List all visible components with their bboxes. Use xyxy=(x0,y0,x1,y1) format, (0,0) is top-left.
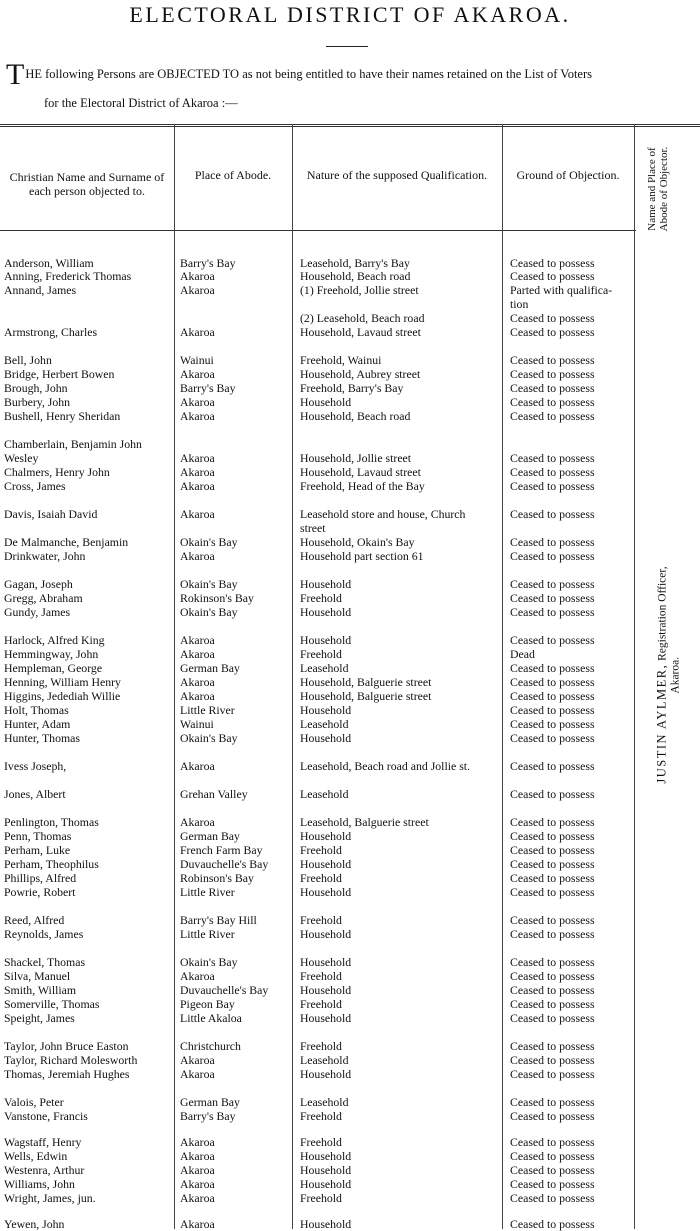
ground-cell: Ceased to possess xyxy=(510,1191,595,1205)
name-cell: Phillips, Alfred xyxy=(4,871,77,885)
abode-cell: Akaroa xyxy=(180,1191,215,1205)
table-row xyxy=(0,507,620,521)
ground-cell: Ceased to possess xyxy=(510,829,595,843)
abode-cell: Wainui xyxy=(180,353,214,367)
table-row xyxy=(0,311,620,325)
table-row xyxy=(0,815,620,829)
abode-cell: German Bay xyxy=(180,661,240,675)
ground-cell: Ceased to possess xyxy=(510,1053,595,1067)
objector-signature xyxy=(614,560,700,790)
table-row xyxy=(0,381,620,395)
table-row xyxy=(0,955,620,969)
name-cell: Perham, Theophilus xyxy=(4,857,99,871)
ground-cell: Ceased to possess xyxy=(510,1109,595,1123)
abode-cell: Akaroa xyxy=(180,367,215,381)
qualification-cell: Leasehold xyxy=(300,787,349,801)
name-cell: Somerville, Thomas xyxy=(4,997,100,1011)
ground-cell: Dead xyxy=(510,647,535,661)
qualification-cell: Freehold, Head of the Bay xyxy=(300,479,425,493)
name-cell: Penlington, Thomas xyxy=(4,815,99,829)
name-cell: Bell, John xyxy=(4,353,52,367)
ground-cell: Ceased to possess xyxy=(510,381,595,395)
ground-cell: Ceased to possess xyxy=(510,577,595,591)
ground-cell: Ceased to possess xyxy=(510,857,595,871)
table-row xyxy=(0,759,620,773)
ground-cell: Ceased to possess xyxy=(510,1067,595,1081)
ground-cell: tion xyxy=(510,297,529,311)
qualification-cell: Leasehold store and house, Church xyxy=(300,507,466,521)
qualification-cell: Household xyxy=(300,605,352,619)
name-cell: Valois, Peter xyxy=(4,1095,64,1109)
qualification-cell: Freehold xyxy=(300,1191,342,1205)
table-row xyxy=(0,1039,620,1053)
name-cell: Reynolds, James xyxy=(4,927,84,941)
qualification-cell: Household xyxy=(300,633,352,647)
name-cell: Hempleman, George xyxy=(4,661,103,675)
ground-cell: Ceased to possess xyxy=(510,1095,595,1109)
intro-line-2: for the Electoral District of Akaroa :— xyxy=(44,96,238,110)
name-cell: Gagan, Joseph xyxy=(4,577,73,591)
qualification-cell: Freehold xyxy=(300,843,342,857)
table-row xyxy=(0,409,620,423)
table-row xyxy=(0,787,620,801)
name-cell: Brough, John xyxy=(4,381,68,395)
abode-cell: Akaroa xyxy=(180,969,215,983)
abode-cell: Barry's Bay xyxy=(180,256,236,270)
name-cell: Anderson, William xyxy=(4,256,94,270)
qualification-cell: Household xyxy=(300,857,352,871)
table-row xyxy=(0,479,620,493)
ground-cell: Ceased to possess xyxy=(510,661,595,675)
abode-cell: German Bay xyxy=(180,1095,240,1109)
ground-cell: Ceased to possess xyxy=(510,969,595,983)
abode-cell: Okain's Bay xyxy=(180,955,238,969)
header-objector: Name and Place of Abode of Objector. xyxy=(646,146,670,232)
ground-cell: Ceased to possess xyxy=(510,787,595,801)
header-top-rule-2 xyxy=(0,126,700,127)
abode-cell: Akaroa xyxy=(180,675,215,689)
table-row xyxy=(0,717,620,731)
name-cell: Thomas, Jeremiah Hughes xyxy=(4,1067,130,1081)
header-bottom-rule xyxy=(0,230,636,231)
name-cell: Armstrong, Charles xyxy=(4,325,98,339)
table-row xyxy=(0,1109,620,1123)
qualification-cell: Freehold xyxy=(300,1135,342,1149)
name-cell: Bridge, Herbert Bowen xyxy=(4,367,115,381)
table-row xyxy=(0,535,620,549)
qualification-cell: Household xyxy=(300,1217,352,1231)
ground-cell: Ceased to possess xyxy=(510,1177,595,1191)
abode-cell: Okain's Bay xyxy=(180,605,238,619)
name-cell: Holt, Thomas xyxy=(4,703,69,717)
ground-cell: Ceased to possess xyxy=(510,1217,595,1231)
qualification-cell: Leasehold, Balguerie street xyxy=(300,815,429,829)
abode-cell: Little Akaloa xyxy=(180,1011,242,1025)
name-cell: Wells, Edwin xyxy=(4,1149,68,1163)
abode-cell: Barry's Bay Hill xyxy=(180,913,257,927)
qualification-cell: Freehold xyxy=(300,969,342,983)
ground-cell: Ceased to possess xyxy=(510,605,595,619)
ground-cell: Ceased to possess xyxy=(510,759,595,773)
table-row xyxy=(0,437,620,451)
table-row xyxy=(0,871,620,885)
name-cell: Smith, William xyxy=(4,983,77,997)
ground-cell: Ceased to possess xyxy=(510,269,595,283)
name-cell: Williams, John xyxy=(4,1177,75,1191)
abode-cell: Robinson's Bay xyxy=(180,871,254,885)
name-cell: Vanstone, Francis xyxy=(4,1109,88,1123)
ground-cell: Ceased to possess xyxy=(510,703,595,717)
table-row xyxy=(0,927,620,941)
qualification-cell: Leasehold xyxy=(300,1053,349,1067)
abode-cell: Akaroa xyxy=(180,633,215,647)
name-cell: Silva, Manuel xyxy=(4,969,71,983)
qualification-cell: Leasehold, Beach road and Jollie st. xyxy=(300,759,471,773)
table-row xyxy=(0,731,620,745)
qualification-cell: (1) Freehold, Jollie street xyxy=(300,283,419,297)
qualification-cell: Freehold xyxy=(300,997,342,1011)
abode-cell: Akaroa xyxy=(180,465,215,479)
name-cell: De Malmanche, Benjamin xyxy=(4,535,129,549)
qualification-cell: Freehold, Wainui xyxy=(300,353,382,367)
ground-cell: Ceased to possess xyxy=(510,1163,595,1177)
ground-cell: Ceased to possess xyxy=(510,535,595,549)
table-row xyxy=(0,283,620,297)
abode-cell: Little River xyxy=(180,703,235,717)
table-row xyxy=(0,675,620,689)
ground-cell: Ceased to possess xyxy=(510,885,595,899)
header-ground: Ground of Objection. xyxy=(516,168,620,182)
table-row xyxy=(0,689,620,703)
abode-cell: Akaroa xyxy=(180,395,215,409)
ground-cell: Ceased to possess xyxy=(510,479,595,493)
abode-cell: Pigeon Bay xyxy=(180,997,235,1011)
name-cell: Cross, James xyxy=(4,479,66,493)
table-row xyxy=(0,297,620,311)
abode-cell: Akaroa xyxy=(180,451,215,465)
table-row xyxy=(0,1067,620,1081)
abode-cell: Okain's Bay xyxy=(180,535,238,549)
name-cell: Ivess Joseph, xyxy=(4,759,67,773)
table-row xyxy=(0,661,620,675)
name-cell: Penn, Thomas xyxy=(4,829,72,843)
qualification-cell: Household xyxy=(300,1067,352,1081)
table-row xyxy=(0,353,620,367)
ground-cell: Ceased to possess xyxy=(510,927,595,941)
abode-cell: Akaroa xyxy=(180,549,215,563)
ground-cell: Ceased to possess xyxy=(510,395,595,409)
table-row xyxy=(0,983,620,997)
ground-cell: Ceased to possess xyxy=(510,913,595,927)
abode-cell: Wainui xyxy=(180,717,214,731)
name-cell: Gregg, Abraham xyxy=(4,591,83,605)
ground-cell: Ceased to possess xyxy=(510,367,595,381)
ground-cell: Ceased to possess xyxy=(510,675,595,689)
qualification-cell: Freehold xyxy=(300,647,342,661)
qualification-cell: Household, Lavaud street xyxy=(300,325,421,339)
table-row xyxy=(0,1011,620,1025)
abode-cell: Duvauchelle's Bay xyxy=(180,857,269,871)
qualification-cell: Leasehold xyxy=(300,1095,349,1109)
name-cell: Chalmers, Henry John xyxy=(4,465,110,479)
name-cell: Hemmingway, John xyxy=(4,647,99,661)
abode-cell: Akaroa xyxy=(180,1217,215,1231)
table-row xyxy=(0,1135,620,1149)
objector-place: Akaroa. xyxy=(669,656,682,694)
abode-cell: Akaroa xyxy=(180,1135,215,1149)
ground-cell: Ceased to possess xyxy=(510,843,595,857)
table-row xyxy=(0,1191,620,1205)
qualification-cell: Household, Aubrey street xyxy=(300,367,421,381)
ground-cell: Ceased to possess xyxy=(510,815,595,829)
name-cell: Bushell, Henry Sheridan xyxy=(4,409,121,423)
table-row xyxy=(0,633,620,647)
abode-cell: Little River xyxy=(180,927,235,941)
abode-cell: Akaroa xyxy=(180,1163,215,1177)
qualification-cell: Household, Balguerie street xyxy=(300,675,432,689)
abode-cell: Akaroa xyxy=(180,1149,215,1163)
header-qualification: Nature of the supposed Qualification. xyxy=(306,168,488,182)
qualification-cell: Freehold xyxy=(300,1039,342,1053)
abode-cell: Akaroa xyxy=(180,647,215,661)
title-rule xyxy=(326,46,368,47)
table-row xyxy=(0,843,620,857)
name-cell: Gundy, James xyxy=(4,605,71,619)
ground-cell: Ceased to possess xyxy=(510,465,595,479)
page-title: ELECTORAL DISTRICT OF AKAROA. xyxy=(129,2,571,27)
ground-cell: Ceased to possess xyxy=(510,311,595,325)
qualification-cell: Household, Lavaud street xyxy=(300,465,421,479)
name-cell: Henning, William Henry xyxy=(4,675,121,689)
table-row xyxy=(0,997,620,1011)
qualification-cell: Household, Okain's Bay xyxy=(300,535,415,549)
qualification-cell: Household xyxy=(300,955,352,969)
abode-cell: Grehan Valley xyxy=(180,787,248,801)
table-row xyxy=(0,885,620,899)
qualification-cell: Freehold, Barry's Bay xyxy=(300,381,404,395)
qualification-cell: Leasehold xyxy=(300,717,349,731)
abode-cell: Akaroa xyxy=(180,815,215,829)
table-row xyxy=(0,1177,620,1191)
name-cell: Hunter, Adam xyxy=(4,717,71,731)
table-row xyxy=(0,549,620,563)
intro-text: HE following Persons are OBJECTED TO as not being entitled to have their names retained on the List of Voters xyxy=(25,67,593,81)
abode-cell: Akaroa xyxy=(180,1177,215,1191)
name-cell: Annand, James xyxy=(4,283,77,297)
qualification-cell: Leasehold xyxy=(300,661,349,675)
qualification-cell: Household xyxy=(300,983,352,997)
abode-cell: Akaroa xyxy=(180,479,215,493)
table-row xyxy=(0,829,620,843)
table-row xyxy=(0,1163,620,1177)
name-cell: Taylor, Richard Molesworth xyxy=(4,1053,138,1067)
name-cell: Anning, Frederick Thomas xyxy=(4,269,132,283)
header-top-rule xyxy=(0,124,700,125)
name-cell: Hunter, Thomas xyxy=(4,731,80,745)
ground-cell: Ceased to possess xyxy=(510,717,595,731)
ground-cell: Ceased to possess xyxy=(510,731,595,745)
ground-cell: Ceased to possess xyxy=(510,256,595,270)
abode-cell: Akaroa xyxy=(180,1067,215,1081)
qualification-cell: Household xyxy=(300,577,352,591)
abode-cell: Akaroa xyxy=(180,325,215,339)
name-cell: Jones, Albert xyxy=(4,787,66,801)
table-row xyxy=(0,703,620,717)
qualification-cell: Household xyxy=(300,927,352,941)
table-row xyxy=(0,465,620,479)
header-abode: Place of Abode. xyxy=(194,168,272,182)
ground-cell: Ceased to possess xyxy=(510,507,595,521)
qualification-cell: Household xyxy=(300,731,352,745)
ground-cell: Ceased to possess xyxy=(510,1011,595,1025)
qualification-cell: Household xyxy=(300,1011,352,1025)
abode-cell: Duvauchelle's Bay xyxy=(180,983,269,997)
name-cell: Burbery, John xyxy=(4,395,71,409)
ground-cell: Ceased to possess xyxy=(510,983,595,997)
name-cell: Yewen, John xyxy=(4,1217,65,1231)
name-cell: Speight, James xyxy=(4,1011,75,1025)
abode-cell: Akaroa xyxy=(180,269,215,283)
table-row xyxy=(0,269,620,283)
qualification-cell: Household xyxy=(300,885,352,899)
name-cell: Reed, Alfred xyxy=(4,913,65,927)
ground-cell: Ceased to possess xyxy=(510,591,595,605)
table-row xyxy=(0,1149,620,1163)
abode-cell: Barry's Bay xyxy=(180,381,236,395)
qualification-cell: Household xyxy=(300,1163,352,1177)
table-row xyxy=(0,857,620,871)
qualification-cell: Household, Beach road xyxy=(300,269,411,283)
table-row xyxy=(0,577,620,591)
ground-cell: Ceased to possess xyxy=(510,955,595,969)
table-row xyxy=(0,1095,620,1109)
abode-cell: Okain's Bay xyxy=(180,577,238,591)
qualification-cell: Leasehold, Barry's Bay xyxy=(300,256,410,270)
ground-cell: Ceased to possess xyxy=(510,871,595,885)
qualification-cell: Household part section 61 xyxy=(300,549,424,563)
abode-cell: Barry's Bay xyxy=(180,1109,236,1123)
ground-cell: Ceased to possess xyxy=(510,325,595,339)
table-row xyxy=(0,605,620,619)
abode-cell: Akaroa xyxy=(180,409,215,423)
ground-cell: Ceased to possess xyxy=(510,451,595,465)
objector-title: Registration Officer, xyxy=(656,566,669,661)
drop-cap: T xyxy=(6,58,25,91)
table-row xyxy=(0,367,620,381)
qualification-cell: Freehold xyxy=(300,913,342,927)
qualification-cell: (2) Leasehold, Beach road xyxy=(300,311,425,325)
abode-cell: German Bay xyxy=(180,829,240,843)
ground-cell: Ceased to possess xyxy=(510,1135,595,1149)
qualification-cell: Household xyxy=(300,1149,352,1163)
qualification-cell: Freehold xyxy=(300,591,342,605)
table-row xyxy=(0,325,620,339)
table-row xyxy=(0,256,620,270)
abode-cell: Akaroa xyxy=(180,1053,215,1067)
abode-cell: Akaroa xyxy=(180,689,215,703)
name-cell: Wagstaff, Henry xyxy=(4,1135,82,1149)
abode-cell: Akaroa xyxy=(180,283,215,297)
abode-cell: Akaroa xyxy=(180,507,215,521)
ground-cell: Ceased to possess xyxy=(510,997,595,1011)
name-cell: Higgins, Jedediah Willie xyxy=(4,689,121,703)
name-cell: Harlock, Alfred King xyxy=(4,633,105,647)
abode-cell: French Farm Bay xyxy=(180,843,263,857)
table-row xyxy=(0,591,620,605)
qualification-cell: Freehold xyxy=(300,871,342,885)
table-row xyxy=(0,451,620,465)
ground-cell: Ceased to possess xyxy=(510,549,595,563)
abode-cell: Rokinson's Bay xyxy=(180,591,254,605)
ground-cell: Ceased to possess xyxy=(510,633,595,647)
ground-cell: Ceased to possess xyxy=(510,409,595,423)
table-row xyxy=(0,969,620,983)
header-name: Christian Name and Surname of each person objected to. xyxy=(9,170,165,198)
name-cell: Shackel, Thomas xyxy=(4,955,86,969)
table-row xyxy=(0,521,620,535)
abode-cell: Christchurch xyxy=(180,1039,241,1053)
name-cell: Chamberlain, Benjamin John xyxy=(4,437,142,451)
objector-name: JUSTIN AYLMER, xyxy=(654,663,669,784)
name-cell: Wesley xyxy=(4,451,39,465)
qualification-cell: Household xyxy=(300,829,352,843)
name-cell: Davis, Isaiah David xyxy=(4,507,98,521)
ground-cell: Ceased to possess xyxy=(510,353,595,367)
name-cell: Powrie, Robert xyxy=(4,885,76,899)
name-cell: Perham, Luke xyxy=(4,843,71,857)
table-row xyxy=(0,647,620,661)
qualification-cell: Household, Balguerie street xyxy=(300,689,432,703)
abode-cell: Okain's Bay xyxy=(180,731,238,745)
table-row xyxy=(0,395,620,409)
intro-line-1 xyxy=(6,58,700,91)
ground-cell: Ceased to possess xyxy=(510,1039,595,1053)
qualification-cell: Household xyxy=(300,703,352,717)
ground-cell: Ceased to possess xyxy=(510,1149,595,1163)
qualification-cell: Household, Beach road xyxy=(300,409,411,423)
name-cell: Wright, James, jun. xyxy=(4,1191,96,1205)
abode-cell: Akaroa xyxy=(180,759,215,773)
table-row xyxy=(0,913,620,927)
qualification-cell: Household, Jollie street xyxy=(300,451,412,465)
name-cell: Westenra, Arthur xyxy=(4,1163,85,1177)
qualification-cell: Freehold xyxy=(300,1109,342,1123)
ground-cell: Ceased to possess xyxy=(510,689,595,703)
name-cell: Drinkwater, John xyxy=(4,549,86,563)
qualification-cell: Household xyxy=(300,395,352,409)
ground-cell: Parted with qualifica- xyxy=(510,283,613,297)
name-cell: Taylor, John Bruce Easton xyxy=(4,1039,129,1053)
table-row xyxy=(0,1053,620,1067)
qualification-cell: Household xyxy=(300,1177,352,1191)
qualification-cell: street xyxy=(300,521,326,535)
abode-cell: Little River xyxy=(180,885,235,899)
